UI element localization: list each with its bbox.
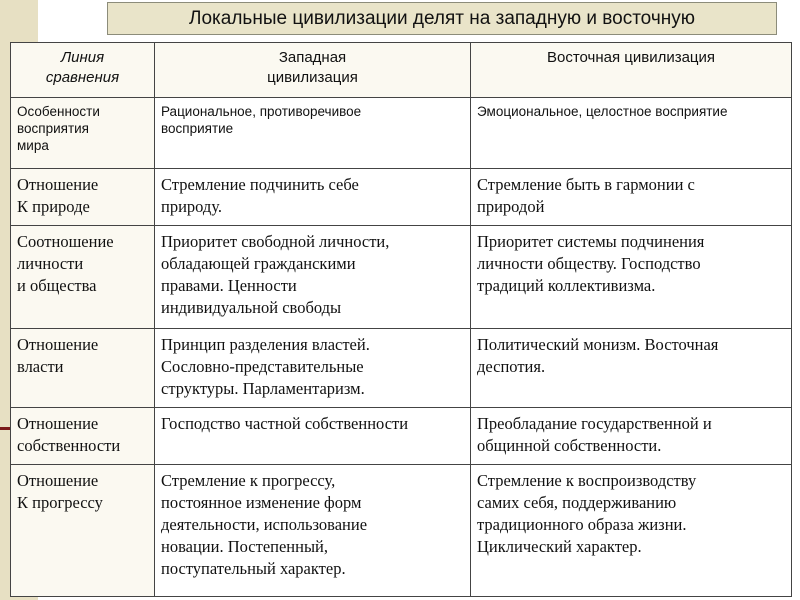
western-cell <box>155 465 471 597</box>
row-label <box>11 169 155 226</box>
western-cell <box>155 329 471 408</box>
western-cell-text: Принцип разделения властей. Сословно-представительные структуры. Парламентаризм. <box>161 335 370 398</box>
eastern-cell <box>471 408 792 465</box>
table-row <box>11 408 792 465</box>
row-label <box>11 329 155 408</box>
eastern-cell-text: Эмоциональное, целостное восприятие <box>477 104 728 119</box>
western-cell <box>155 226 471 329</box>
header-comparison-line-text: Линия сравнения <box>45 49 120 86</box>
header-comparison-line <box>11 43 155 98</box>
row-label <box>11 408 155 465</box>
western-cell <box>155 169 471 226</box>
slide-title-text: Локальные цивилизации делят на западную и восточную <box>189 7 695 29</box>
slide-title <box>107 2 777 35</box>
table-row <box>11 169 792 226</box>
western-cell <box>155 98 471 169</box>
row-label <box>11 226 155 329</box>
row-label-text: Отношение собственности <box>17 414 121 455</box>
western-cell <box>155 408 471 465</box>
western-cell-text: Господство частной собственности <box>161 414 409 433</box>
table-row <box>11 226 792 329</box>
header-western <box>155 43 471 98</box>
table-row <box>11 98 792 169</box>
header-western-text: Западная цивилизация <box>267 49 358 86</box>
header-eastern <box>471 43 792 98</box>
western-cell-text: Стремление к прогрессу, постоянное изменение форм деятельности, использование новации. Постепенный, поступательный характер. <box>161 471 368 578</box>
row-label-text: Отношение власти <box>17 335 99 376</box>
eastern-cell-text: Стремление к воспроизводству самих себя, поддерживанию традиционного образа жизни. Циклический характер. <box>477 471 697 556</box>
table-row <box>11 329 792 408</box>
eastern-cell <box>471 169 792 226</box>
eastern-cell-text: Политический монизм. Восточная деспотия. <box>477 335 719 376</box>
western-cell-text: Приоритет свободной личности, обладающей гражданскими правами. Ценности индивидуальной свободы <box>161 232 390 317</box>
row-label <box>11 465 155 597</box>
eastern-cell <box>471 329 792 408</box>
western-cell-text: Стремление подчинить себе природу. <box>161 175 359 216</box>
table-row <box>11 465 792 597</box>
western-cell-text: Рациональное, противоречивое восприятие <box>161 104 362 136</box>
comparison-table <box>10 42 792 597</box>
eastern-cell-text: Приоритет системы подчинения личности обществу. Господство традиций коллективизма. <box>477 232 705 295</box>
row-label-text: Особенности восприятия мира <box>17 104 100 153</box>
table-header-row <box>11 43 792 98</box>
eastern-cell <box>471 98 792 169</box>
left-decor-rule <box>0 427 10 430</box>
header-eastern-text: Восточная цивилизация <box>546 49 716 66</box>
eastern-cell <box>471 226 792 329</box>
row-label-text: Отношение К природе <box>17 175 99 216</box>
row-label-text: Отношение К прогрессу <box>17 471 103 512</box>
eastern-cell <box>471 465 792 597</box>
row-label-text: Соотношение личности и общества <box>17 232 114 295</box>
eastern-cell-text: Стремление быть в гармонии с природой <box>477 175 695 216</box>
eastern-cell-text: Преобладание государственной и общинной собственности. <box>477 414 712 455</box>
row-label <box>11 98 155 169</box>
